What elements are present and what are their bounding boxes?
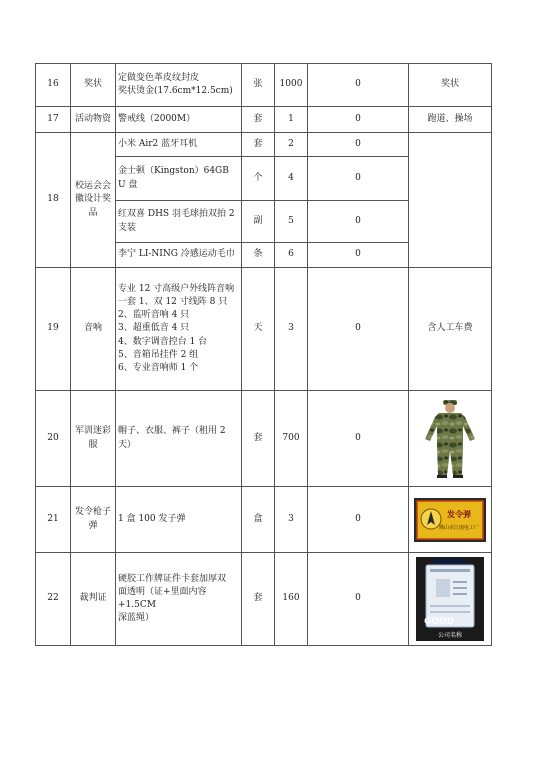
badge-caption: 公司名称 [437,632,463,639]
item-unit: 套 [242,553,275,646]
item-price: 0 [308,243,409,268]
table-row [36,133,492,157]
procurement-table [35,63,492,646]
item-price: 0 [308,553,409,646]
item-remark [409,133,492,268]
item-qty: 4 [275,157,308,201]
item-remark: 含人工车费 [409,268,492,391]
box-label: 发令弹 [447,509,471,519]
item-price: 0 [308,268,409,391]
item-name: 发令枪子弹 [71,487,116,553]
item-spec: 金士顿（Kingston）64GB U 盘 [116,157,242,201]
item-name: 奖状 [71,64,116,107]
item-name: 军训迷彩服 [71,391,116,487]
item-remark [409,391,492,487]
item-qty: 3 [275,487,308,553]
row-number: 17 [36,107,71,133]
item-name: 裁判证 [71,553,116,646]
row-number: 16 [36,64,71,107]
row-number: 20 [36,391,71,487]
item-spec: 专业 12 寸高级户外线阵音响 一套 1、双 12 寸线阵 8 只 2、监听音响 4 只 3、超重低音 4 只 4、数字调音控台 1 台 5、音箱吊挂件 2 组 6、专业音响师 1 个 [116,268,242,391]
item-unit: 套 [242,107,275,133]
box-sub-label: 佛山市江南电工厂 [438,524,480,531]
item-unit: 套 [242,133,275,157]
table-row [36,268,492,391]
item-remark: 跑道、操场 [409,107,492,133]
camo-uniform-image [421,399,479,479]
item-unit: 张 [242,64,275,107]
item-price: 0 [308,201,409,243]
item-unit: 个 [242,157,275,201]
table-row [36,64,492,107]
table-row [36,553,492,646]
table-row [36,391,492,487]
item-remark: 奖状 [409,64,492,107]
item-spec: 帽子、衣服、裤子（租用 2 天） [116,391,242,487]
id-badge-image [416,557,484,641]
item-name: 校运会会徽设计奖品 [71,133,116,268]
item-spec: 红双喜 DHS 羽毛球拍双拍 2 支装 [116,201,242,243]
item-unit: 副 [242,201,275,243]
item-unit: 盒 [242,487,275,553]
row-number: 18 [36,133,71,268]
item-remark [409,553,492,646]
item-qty: 1000 [275,64,308,107]
item-remark [409,487,492,553]
item-spec: 警戒线（2000M） [116,107,242,133]
item-unit: 条 [242,243,275,268]
item-qty: 160 [275,553,308,646]
item-qty: 5 [275,201,308,243]
caps-box-image [413,497,487,543]
row-number: 19 [36,268,71,391]
item-price: 0 [308,64,409,107]
item-qty: 6 [275,243,308,268]
row-number: 22 [36,553,71,646]
table-row [36,107,492,133]
item-price: 0 [308,391,409,487]
item-spec: 硬胶工作牌证件卡套加厚双 面透明（证+里面内容+1.5CM 深蓝绳） [116,553,242,646]
badge-watermark: GOOD [424,617,455,627]
item-price: 0 [308,133,409,157]
item-name: 音响 [71,268,116,391]
item-price: 0 [308,157,409,201]
item-spec: 小米 Air2 蓝牙耳机 [116,133,242,157]
item-price: 0 [308,107,409,133]
item-name: 活动物资 [71,107,116,133]
item-unit: 天 [242,268,275,391]
item-qty: 700 [275,391,308,487]
item-spec: 1 盒 100 发子弹 [116,487,242,553]
item-spec: 定做变色革皮纹封皮 奖状烫金(17.6cm*12.5cm) [116,64,242,107]
item-qty: 3 [275,268,308,391]
item-qty: 1 [275,107,308,133]
item-unit: 套 [242,391,275,487]
item-price: 0 [308,487,409,553]
table-row [36,487,492,553]
item-spec: 李宁 LI-NING 冷感运动毛巾 [116,243,242,268]
row-number: 21 [36,487,71,553]
item-qty: 2 [275,133,308,157]
